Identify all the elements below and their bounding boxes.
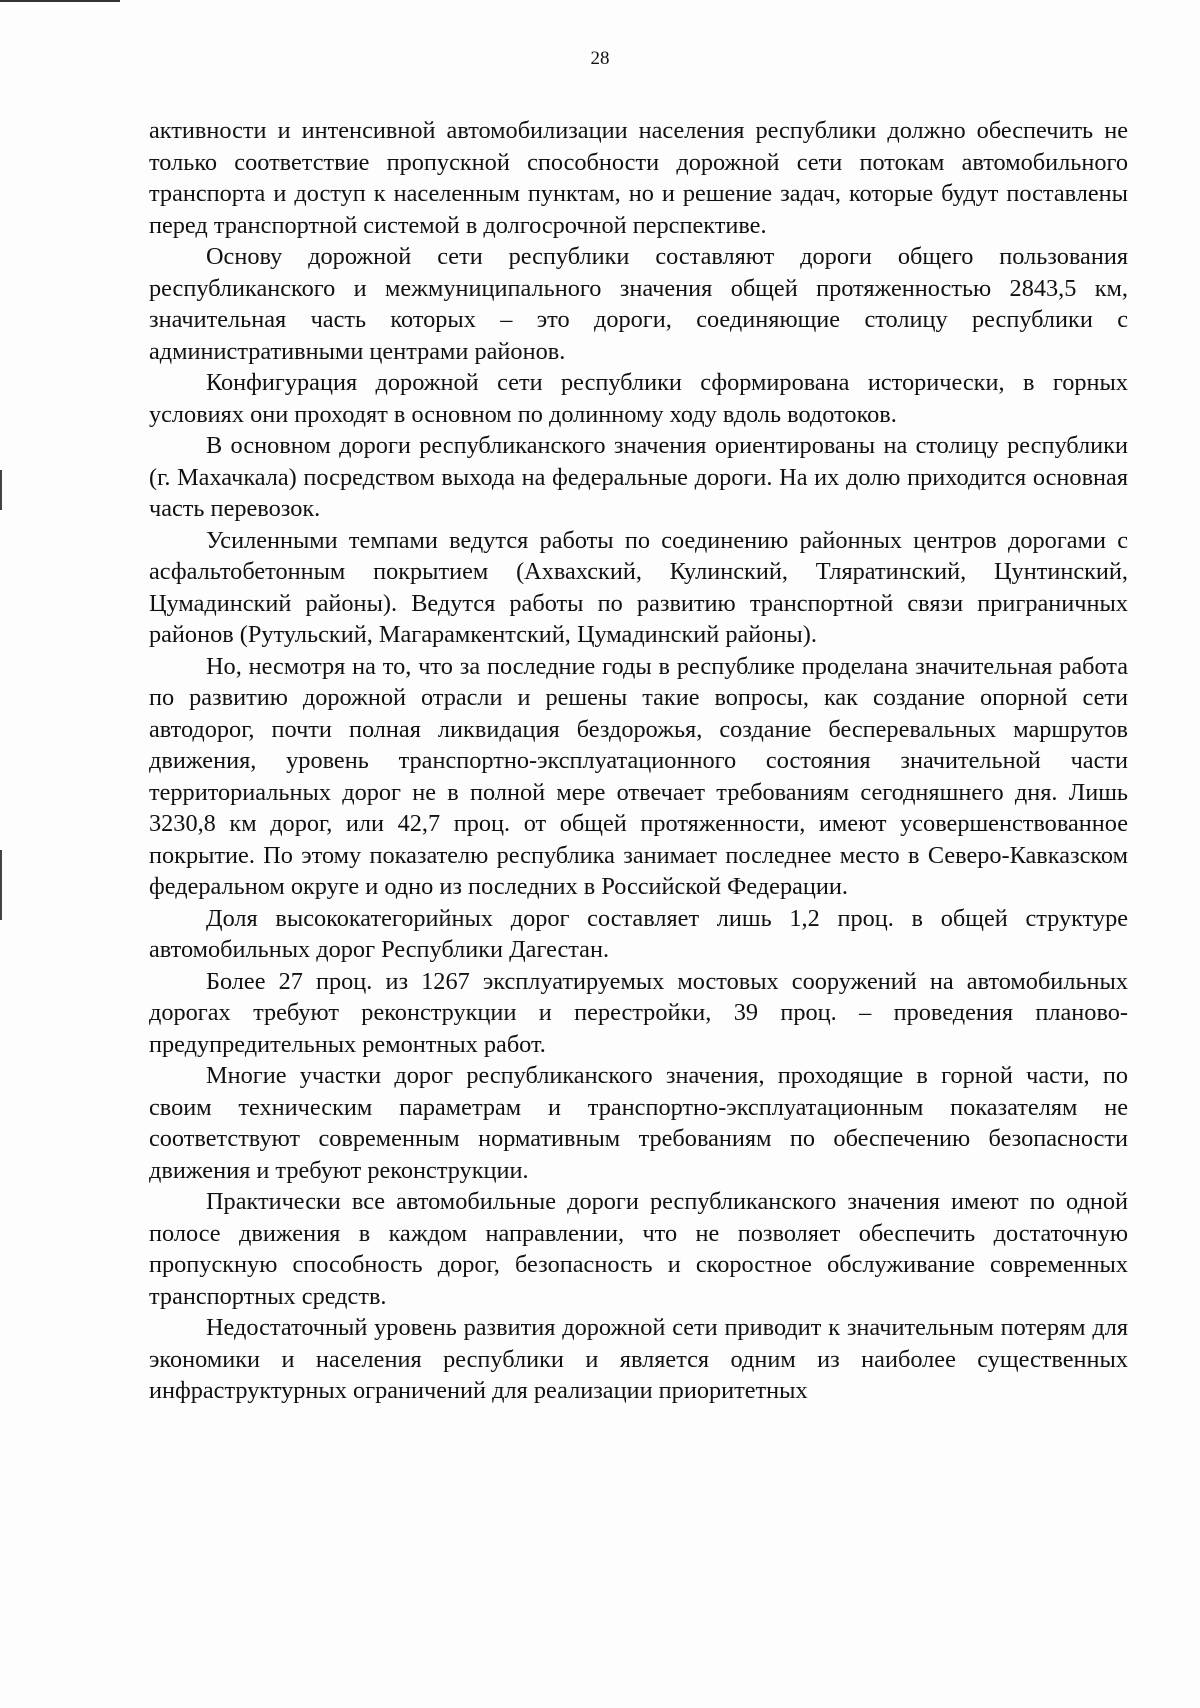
paragraph: активности и интенсивной автомобилизации населения республики должно обеспечить не только соответствие пропускной способности дорожной сети потокам автомобильного транспорта и доступ к населенным пунктам, но и решение задач, которые будут поставлены перед транспортной системой в долгосрочной перспективе.: [149, 117, 1128, 239]
paragraph: Конфигурация дорожной сети республики сформирована исторически, в горных условиях они проходят в основном по долинному ходу вдоль водотоков.: [149, 369, 1128, 428]
body-text: [149, 115, 1128, 1407]
paragraph: Усиленными темпами ведутся работы по соединению районных центров дорогами с асфальтобетонным покрытием (Ахвахский, Кулинский, Тляратинский, Цунтинский, Цумадинский районы). Ведутся работы по развитию транспортной связи приграничных районов (Рутульский, Магарамкентский, Цумадинский районы).: [149, 526, 1128, 648]
paragraph: Но, несмотря на то, что за последние годы в республике проделана значительная работа по развитию дорожной отрасли и решены такие вопросы, как создание опорной сети автодорог, почти полная ликвидация бездорожья, создание бесперевальных маршрутов движения, уровень транспортно-эксплуатационного состояния значительной части территориальных дорог не в полной мере отвечает требованиям сегодняшнего дня. Лишь 3230,8 км дорог, или 42,7 проц. от общей протяженности, имеют усовершенствованное покрытие. По этому показателю республика занимает последнее место в Северо-Кавказском федеральном округе и одно из последних в Российской Федерации.: [149, 652, 1128, 900]
paragraph: Недостаточный уровень развития дорожной сети приводит к значительным потерям для экономики и населения республики и является одним из наиболее существенных инфраструктурных ограничений для реализации приоритетных: [149, 1314, 1128, 1404]
paragraph: Более 27 проц. из 1267 эксплуатируемых мостовых сооружений на автомобильных дорогах требуют реконструкции и перестройки, 39 проц. – проведения планово-предупредительных ремонтных работ.: [149, 967, 1128, 1058]
paragraph: Доля высококатегорийных дорог составляет лишь 1,2 проц. в общей структуре автомобильных дорог Республики Дагестан.: [149, 904, 1128, 963]
paragraph: Основу дорожной сети республики составляют дороги общего пользования республиканского и межмуниципального значения общей протяженностью 2843,5 км, значительная часть которых – это дороги, соединяющие столицу республики с административными центрами районов.: [149, 243, 1128, 365]
paragraph: Практически все автомобильные дороги республиканского значения имеют по одной полосе движения в каждом направлении, что не позволяет обеспечить достаточную пропускную способность дорог, безопасность и скоростное обслуживание современных транспортных средств.: [149, 1188, 1128, 1310]
scan-edge-left-1: [0, 470, 2, 510]
paragraph: Многие участки дорог республиканского значения, проходящие в горной части, по своим техническим параметрам и транспортно-эксплуатационным показателям не соответствуют современным нормативным требованиям по обеспечению безопасности движения и требуют реконструкции.: [149, 1062, 1128, 1184]
paragraph: В основном дороги республиканского значения ориентированы на столицу республики (г. Махачкала) посредством выхода на федеральные дороги. На их долю приходится основная часть перевозок.: [149, 432, 1128, 522]
page-number: 28: [590, 48, 610, 69]
scan-edge-left-2: [0, 850, 2, 920]
scan-edge-top: [0, 0, 120, 2]
